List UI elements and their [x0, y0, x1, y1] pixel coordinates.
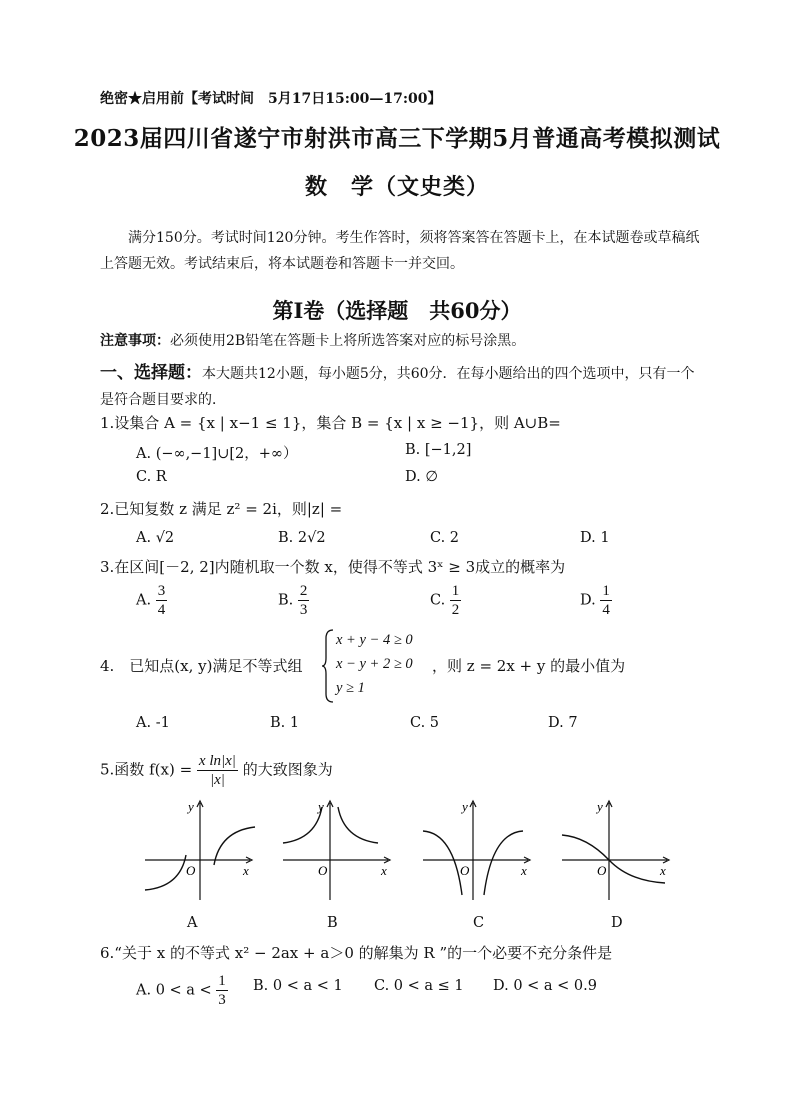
q4-option-a: A. -1	[136, 715, 170, 731]
q3-option-d	[580, 582, 612, 619]
q3-c-fraction	[450, 582, 462, 619]
q5-stem-pre: 5.函数 f(x) =	[100, 760, 193, 779]
q3-d-fraction	[600, 582, 612, 619]
q3-a-fraction	[156, 582, 168, 619]
y-label: y	[318, 799, 324, 814]
origin-label: O	[318, 863, 328, 878]
q3-stem: 3.在区间[－2, 2]内随机取一个数 x，使得不等式 3ˣ ≥ 3成立的概率为	[100, 558, 566, 576]
q5-fraction	[197, 752, 238, 789]
curve	[562, 835, 665, 883]
q3-b-label: B.	[278, 592, 294, 609]
q4-stem-post: ，则 z = 2x + y 的最小值为	[432, 657, 626, 675]
q5-den: |x|	[209, 772, 225, 788]
y-label: y	[462, 799, 468, 814]
q6-stem: 6.“关于 x 的不等式 x² − 2ax + a＞0 的解集为 R ”的一个必要不充分条件是	[100, 944, 613, 962]
q2-option-a: A. √2	[136, 530, 175, 546]
q3-c-den: 2	[451, 602, 460, 618]
exam-subject: 数 学（文史类）	[304, 174, 489, 200]
q5-label-b: B	[327, 915, 338, 931]
q5-graph-a	[140, 795, 260, 905]
curve-left	[283, 807, 322, 843]
q4-option-d: D. 7	[548, 715, 578, 731]
y-label: y	[597, 799, 603, 814]
q1-option-c: C. R	[136, 469, 167, 485]
q2-stem: 2.已知复数 z 满足 z² = 2i，则|z| =	[100, 500, 343, 518]
q6-option-b: B. 0 < a < 1	[253, 978, 343, 994]
q5-graph-d	[557, 795, 677, 905]
q5-stem-post: 的大致图象为	[242, 760, 333, 779]
origin-label: O	[186, 863, 196, 878]
section-header	[100, 360, 700, 413]
q6-a-den: 3	[218, 992, 226, 1008]
x-label: x	[243, 863, 249, 878]
exam-intro: 满分150分。考试时间120分钟。考生作答时，须将答案答在答题卡上，在本试题卷或草稿纸上答题无效。考试结束后，将本试题卷和答题卡一并交回。	[100, 230, 700, 272]
q4-option-c: C. 5	[410, 715, 440, 731]
q3-c-label: C.	[430, 592, 446, 609]
q3-a-den: 4	[157, 602, 166, 618]
q3-option-a	[136, 582, 167, 619]
q4-inequality-3: y ≥ 1	[336, 680, 365, 696]
q2-option-d: D. 1	[580, 530, 610, 546]
notice-text: 必须使用2B铅笔在答题卡上将所选答案对应的标号涂黑。	[170, 333, 526, 349]
q3-a-num: 3	[157, 583, 166, 599]
notice-label: 注意事项：	[100, 333, 170, 349]
q1-option-d: D. ∅	[405, 469, 438, 485]
x-label: x	[381, 863, 387, 878]
curve-left	[423, 831, 462, 895]
section-text: 本大题共12小题，每小题5分，共60分．在每小题给出的四个选项中，只有一个是符合题目要求的．	[100, 366, 695, 408]
header-line: 绝密★启用前【考试时间 5月17日15:00—17:00】	[100, 91, 442, 107]
q5-graph-c	[418, 795, 538, 905]
q3-d-num: 1	[602, 583, 610, 599]
q4-option-b: B. 1	[270, 715, 300, 731]
q4-inequality-2: x − y + 2 ≥ 0	[336, 656, 413, 672]
q3-d-den: 4	[602, 602, 610, 618]
q5-label-d: D	[611, 915, 623, 931]
origin-label: O	[460, 863, 470, 878]
q3-a-label: A.	[136, 592, 152, 609]
q3-b-fraction	[298, 582, 310, 619]
q4-brace	[321, 628, 335, 704]
q3-option-c	[430, 582, 461, 619]
q6-option-a	[136, 972, 228, 1009]
q3-b-den: 3	[299, 602, 308, 618]
notice	[100, 330, 525, 350]
q5-graph-b	[278, 795, 398, 905]
q3-b-num: 2	[299, 583, 308, 599]
q2-option-c: C. 2	[430, 530, 460, 546]
q6-a-fraction	[216, 972, 228, 1009]
q6-a-pre: A. 0 < a <	[136, 982, 212, 999]
curve-right	[484, 831, 523, 895]
y-label: y	[188, 799, 194, 814]
q5-num: x ln|x|	[198, 753, 236, 769]
part-title: 第Ⅰ卷（选择题 共60分）	[272, 298, 522, 323]
section-label: 一、选择题：	[100, 363, 202, 383]
q5-label-c: C	[473, 915, 485, 931]
q3-d-label: D.	[580, 592, 596, 609]
q6-option-c: C. 0 < a ≤ 1	[374, 978, 464, 994]
q3-c-num: 1	[451, 583, 460, 599]
q5-stem	[100, 752, 333, 789]
q6-option-d: D. 0 < a < 0.9	[493, 978, 597, 994]
q3-option-b	[278, 582, 309, 619]
q2-option-b: B. 2√2	[278, 530, 326, 546]
curve-right	[214, 827, 255, 865]
exam-title: 2023届四川省遂宁市射洪市高三下学期5月普通高考模拟测试	[73, 125, 721, 152]
q5-label-a: A	[187, 915, 198, 931]
q1-stem: 1.设集合 A = {x | x−1 ≤ 1}，集合 B = {x | x ≥ −1}，则 A∪B=	[100, 414, 561, 432]
q6-a-num: 1	[218, 973, 226, 989]
x-label: x	[660, 863, 666, 878]
q4-inequality-1: x + y − 4 ≥ 0	[336, 632, 413, 648]
x-label: x	[521, 863, 527, 878]
q4-stem-pre: 4. 已知点(x, y)满足不等式组	[100, 657, 303, 675]
q1-option-b: B. [−1,2]	[405, 442, 472, 458]
origin-label: O	[597, 863, 607, 878]
q1-option-a: A. (−∞,−1]∪[2，+∞）	[136, 446, 298, 462]
q4-system	[336, 628, 413, 700]
curve-right	[338, 807, 378, 843]
